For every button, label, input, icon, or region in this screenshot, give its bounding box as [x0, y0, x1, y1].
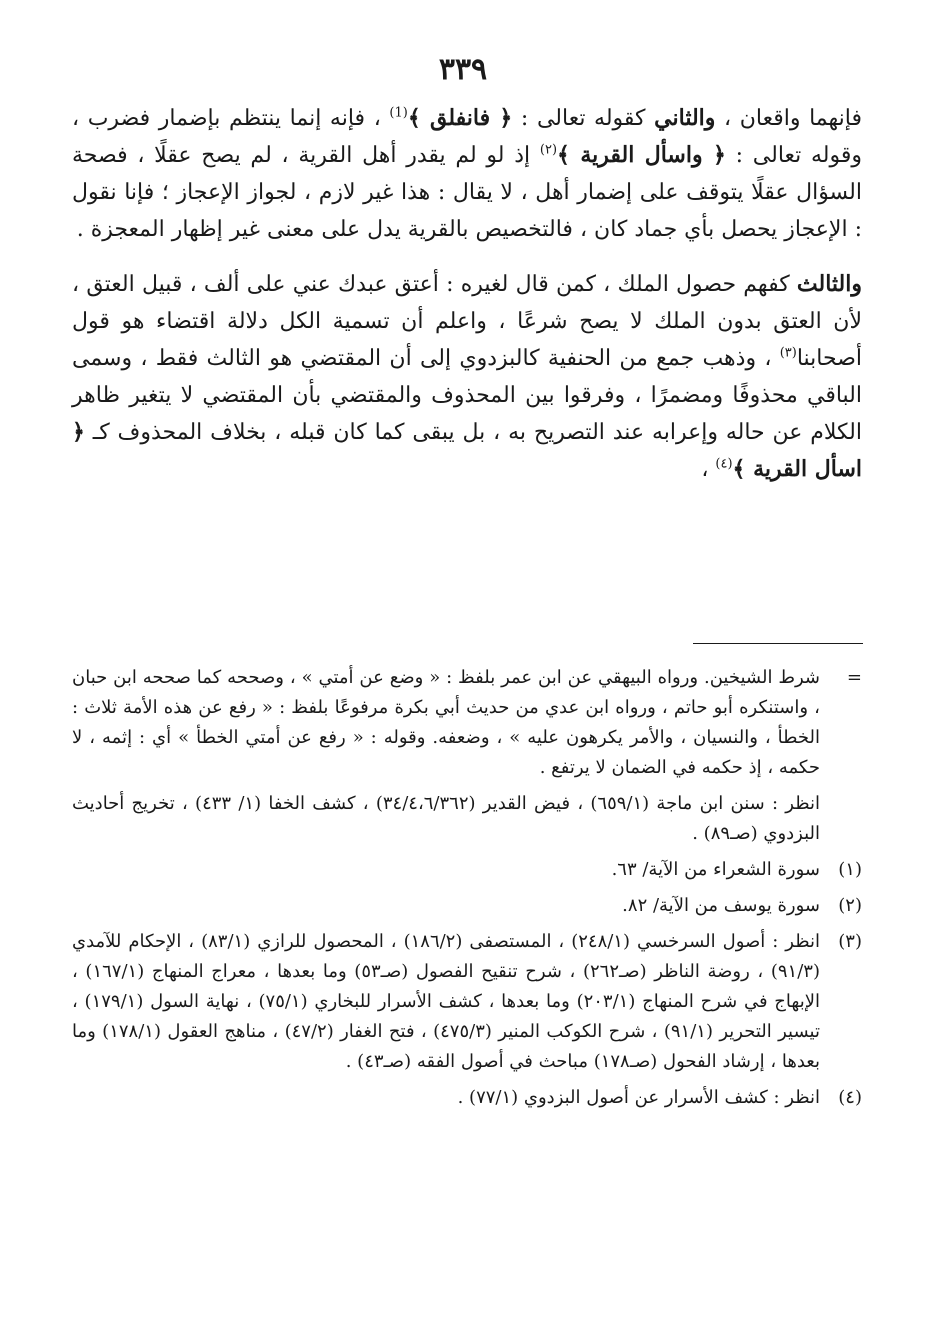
text-run: ،	[701, 457, 716, 482]
text-run: ، فإنه إنما ينتظم بإضمار فضرب ، وقوله تعالى :	[72, 106, 862, 168]
footnotes	[72, 663, 862, 1119]
bold-term: والثالث	[796, 271, 862, 297]
text-run: كقوله تعالى :	[512, 106, 655, 131]
footnote-ref: (٤)	[715, 456, 733, 472]
bold-term: ﴿ اسأل القرية ﴾	[72, 419, 862, 482]
paragraph	[72, 100, 862, 248]
footnote-mark	[820, 789, 862, 849]
bold-term: والثاني	[654, 105, 716, 131]
footnote-mark: (٢)	[838, 895, 862, 916]
text-run: ، وذهب جمع من الحنفية كالبزدوي إلى أن المقتضي هو الثالث فقط ، وسمى الباقي محذوفًا ومضمرًا ، وفرقوا بين المحذوف والمقتضي بأن المقتضي لا يتغير ظاهر الكلام عن حاله وإعرابه عند التصريح به ، بل يبقى كما كان قبله ، بخلاف المحذوف كـ	[72, 346, 863, 445]
footnote-text: انظر : سنن ابن ماجة (٦٥٩/١) ، فيض القدير (٣٤/٤،٦/٣٦٢) ، كشف الخفا (١/ ٤٣٣) ، تخريج أحاديث البزدوي (صـ٨٩) .	[72, 793, 821, 844]
footnote-mark: (١)	[838, 859, 862, 880]
footnote	[72, 1083, 862, 1113]
footnote-ref: (٢)	[539, 142, 558, 158]
footnote-mark: (٣)	[838, 931, 862, 952]
footnote-text: سورة الشعراء من الآية/ ٦٣.	[611, 859, 820, 880]
text-run: إذ لو لم يقدر أهل القرية ، لم يصح عقلًا ، فصحة السؤال عقلًا يتوقف على إضمار أهل ، لا يقال : هذا غير لازم ، لجواز الإعجاز ؛ فإنا نقول : الإعجاز يحصل بأي جماد كان ، فالتخصيص بالقرية يدل على معنى غير إظهار المعجزة .	[72, 143, 862, 242]
page-number: ٣٣٩	[438, 52, 488, 87]
footnote-mark: (٤)	[838, 1087, 862, 1108]
text-run: فإنهما واقعان ،	[715, 106, 862, 131]
footnote-text: انظر : أصول السرخسي (٢٤٨/١) ، المستصفى (١٨٦/٢) ، المحصول للرازي (٨٣/١) ، الإحكام للآمدي (٩١/٣) ، روضة الناظر (صـ٢٦٢) ، شرح تنقيح الفصول (صـ٥٣) وما بعدها ، معراج المنهاج (١٦٧/١) ، الإبهاج في شرح المنهاج (٢٠٣/١) وما بعدها ، كشف الأسرار للبخاري (٧٥/١) ، نهاية السول (١٧٩/١) ، تيسير التحرير (٩١/١) ، شرح الكوكب المنير (٤٧٥/٣) ، فتح الغفار (٤٧/٢) ، مناهج العقول (١٧٨/١) وما بعدها ، إرشاد الفحول (صـ١٧٨) مباحث في أصول الفقه (صـ٤٣) .	[72, 931, 820, 1072]
footnote-ref: (1)	[389, 105, 408, 121]
bold-term: ﴿ فانفلق ﴾	[407, 105, 513, 131]
footnote	[72, 855, 862, 885]
footnote-mark: =	[846, 667, 862, 688]
footnote	[72, 663, 862, 783]
footnote	[72, 927, 862, 1077]
footnote-text: شرط الشيخين. ورواه البيهقي عن ابن عمر بلفظ : « وضع عن أمتي » ، وصححه كما صححه ابن حبان ، واستنكره أبو حاتم ، ورواه ابن عدي من حديث أبي بكرة مرفوعًا بلفظ : « رفع عن هذه الأمة ثلاث : الخطأ ، والنسيان ، والأمر يكرهون عليه » ، وضعفه. وقوله : « رفع عن أمتي الخطأ » أي : إثمه ، لا حكمه ، إذ حكمه في الضمان لا يرتفع .	[72, 667, 820, 778]
footnote-ref: (٣)	[779, 345, 797, 361]
footnote-divider	[693, 643, 863, 644]
paragraph	[72, 266, 862, 488]
footnote-text: سورة يوسف من الآية/ ٨٢.	[622, 895, 820, 916]
footnote	[72, 891, 862, 921]
main-text	[72, 100, 862, 488]
text-run: كفهم حصول الملك ، كمن قال لغيره : أعتق عبدك عني على ألف ، قبيل العتق ، لأن العتق بدون الملك لا يصح شرعًا ، واعلم أن تسمية الكل دلالة اقتضاء هو قول أصحابنا	[72, 272, 862, 371]
footnote-text: انظر : كشف الأسرار عن أصول البزدوي (٧٧/١) .	[457, 1087, 820, 1108]
bold-term: ﴿ واسأل القرية ﴾	[557, 142, 726, 168]
footnote	[72, 789, 862, 849]
